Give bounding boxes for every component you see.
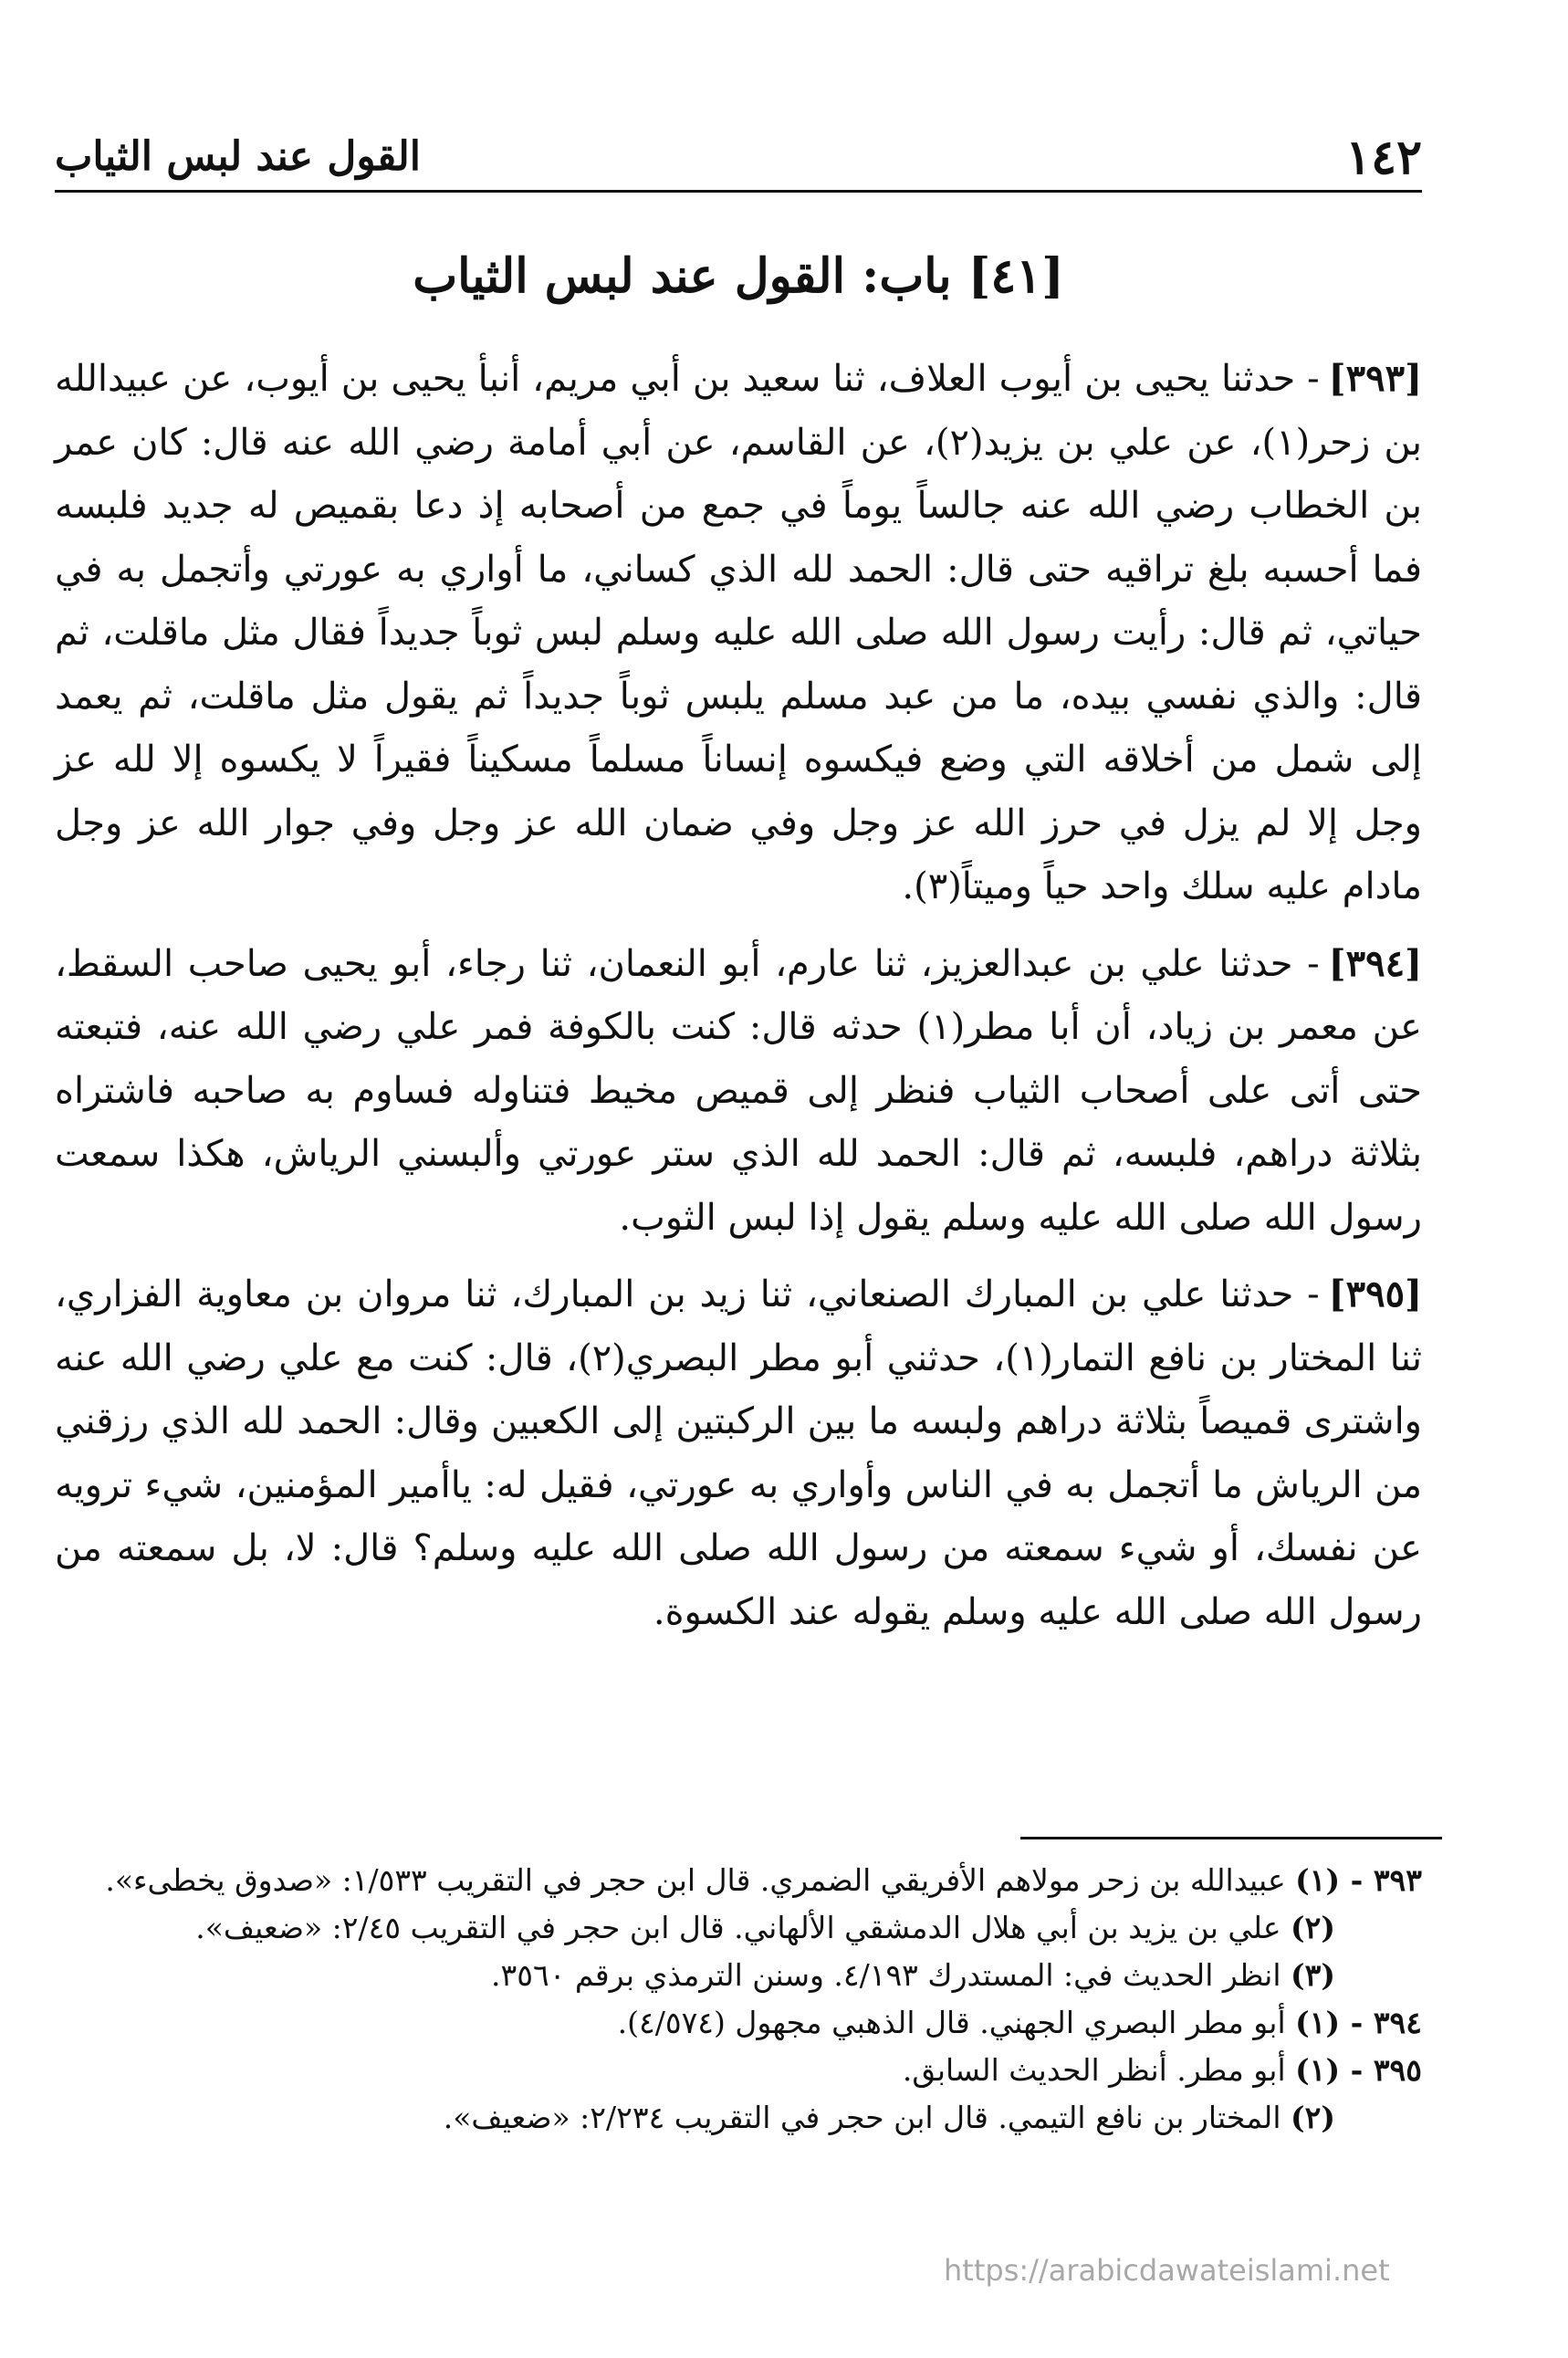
- hadith-list: [55, 347, 1422, 1657]
- header-rule: [55, 190, 1422, 193]
- footnote-marker: (٢): [1291, 2100, 1335, 2135]
- hadith-number: [٣٩٥]: [1328, 1273, 1422, 1315]
- watermark: https://arabicdawateislami.net: [944, 2253, 1390, 2288]
- running-header: [55, 130, 1422, 184]
- footnote-text: أبو مطر. أنظر الحديث السابق.: [902, 2052, 1286, 2088]
- footnote-text: انظر الحديث في: المستدرك ٤/١٩٣. وسنن الترمذي برقم ٣٥٦٠.: [491, 1957, 1281, 1993]
- page-number: ١٤٢: [1345, 130, 1422, 185]
- footnote-separator: [1020, 1837, 1442, 1839]
- footnote-marker: ٣٩٤ - (١): [1295, 2005, 1422, 2040]
- hadith-text: - حدثنا علي بن عبدالعزيز، ثنا عارم، أبو النعمان، ثنا رجاء، أبو يحيى صاحب السقط، عن معمر بن زياد، أن أبا مطر(١) حدثه قال: كنت بالكوفة فمر علي رضي الله عنه، فتبعته حتى أتى على أصحاب الثياب فنظر إلى قميص مخيط فتناوله فساوم به صاحبه فاشتراه بثلاثة دراهم، فلبسه، ثم قال: الحمد لله الذي ستر عورتي وألبسني الرياش، هكذا سمعت رسول الله صلى الله عليه وسلم يقول إذا لبس الثوب.: [55, 942, 1422, 1239]
- hadith-393: [55, 347, 1422, 919]
- hadith-number: [٣٩٤]: [1328, 941, 1422, 985]
- running-title: القول عند لبس الثياب: [55, 133, 421, 180]
- footnote-marker: (٢): [1291, 1910, 1335, 1945]
- footnote-394-1: [55, 2001, 1422, 2045]
- chapter-title: [٤١] باب: القول عند لبس الثياب: [413, 248, 1064, 304]
- footnote-393-1: [55, 1859, 1422, 1902]
- footnote-395-1: [55, 2049, 1422, 2092]
- hadith-text: - حدثنا علي بن المبارك الصنعاني، ثنا زيد بن المبارك، ثنا مروان بن معاوية الفزاري، ثنا المختار بن نافع التمار(١)، حدثني أبو مطر البصري(٢)، قال: كنت مع علي رضي الله عنه واشترى قميصاً بثلاثة دراهم ولبسه ما بين الركبتين إلى الكعبين وقال: الحمد لله الذي رزقني من الرياش ما أتجمل به في الناس وأواري به عورتي، فقيل له: ياأمير المؤمنين، شيء ترويه عن نفسك، أو شيء سمعته من رسول الله صلى الله عليه وسلم؟ قال: لا، بل سمعته من رسول الله صلى الله عليه وسلم يقوله عند الكسوة.: [55, 1273, 1422, 1633]
- footnote-text: علي بن يزيد بن أبي هلال الدمشقي الألهاني. قال ابن حجر في التقريب ٢/٤٥: «ضعيف».: [195, 1910, 1281, 1945]
- footnote-text: المختار بن نافع التيمي. قال ابن حجر في التقريب ٢/٢٣٤: «ضعيف».: [443, 2100, 1281, 2135]
- footnote-text: أبو مطر البصري الجهني. قال الذهبي مجهول (٤/٥٧٤).: [617, 2005, 1286, 2040]
- footnote-395-2: [55, 2096, 1422, 2140]
- footnote-text: عبيدالله بن زحر مولاهم الأفريقي الضمري. قال ابن حجر في التقريب ١/٥٣٣: «صدوق يخطىء».: [105, 1862, 1286, 1898]
- footnote-393-3: [55, 1954, 1422, 1997]
- footnote-marker: ٣٩٥ - (١): [1295, 2052, 1422, 2088]
- hadith-395: [55, 1263, 1422, 1644]
- footnotes: [55, 1859, 1422, 2143]
- hadith-text: - حدثنا يحيى بن أيوب العلاف، ثنا سعيد بن أبي مريم، أنبأ يحيى بن أيوب، عن عبيدالله بن زحر(١)، عن علي بن يزيد(٢)، عن القاسم، عن أبي أمامة رضي الله عنه قال: كان عمر بن الخطاب رضي الله عنه جالساً يوماً في جمع من أصحابه إذ دعا بقميص له جديد فلبسه فما أحسبه بلغ تراقيه حتى قال: الحمد لله الذي كساني، ما أواري به عورتي وأتجمل به في حياتي، ثم قال: رأيت رسول الله صلى الله عليه وسلم لبس ثوباً جديداً فقال مثل ماقلت، ثم قال: والذي نفسي بيده، ما من عبد مسلم يلبس ثوباً جديداً ثم يقول مثل ماقلت، ثم يعمد إلى شمل من أخلاقه التي وضع فيكسوه إنساناً مسلماً مسكيناً فقيراً لا يكسوه إلا لله عز وجل إلا لم يزل في حرز الله عز وجل وفي ضمان الله عز وجل وفي جوار الله عز وجل مادام عليه سلك واحد حياً وميتاً(٣).: [55, 358, 1422, 907]
- footnote-marker: (٣): [1291, 1957, 1335, 1993]
- footnote-393-2: [55, 1906, 1422, 1950]
- hadith-number: [٣٩٣]: [1328, 357, 1422, 400]
- hadith-394: [55, 932, 1422, 1251]
- footnote-marker: ٣٩٣ - (١): [1295, 1862, 1422, 1898]
